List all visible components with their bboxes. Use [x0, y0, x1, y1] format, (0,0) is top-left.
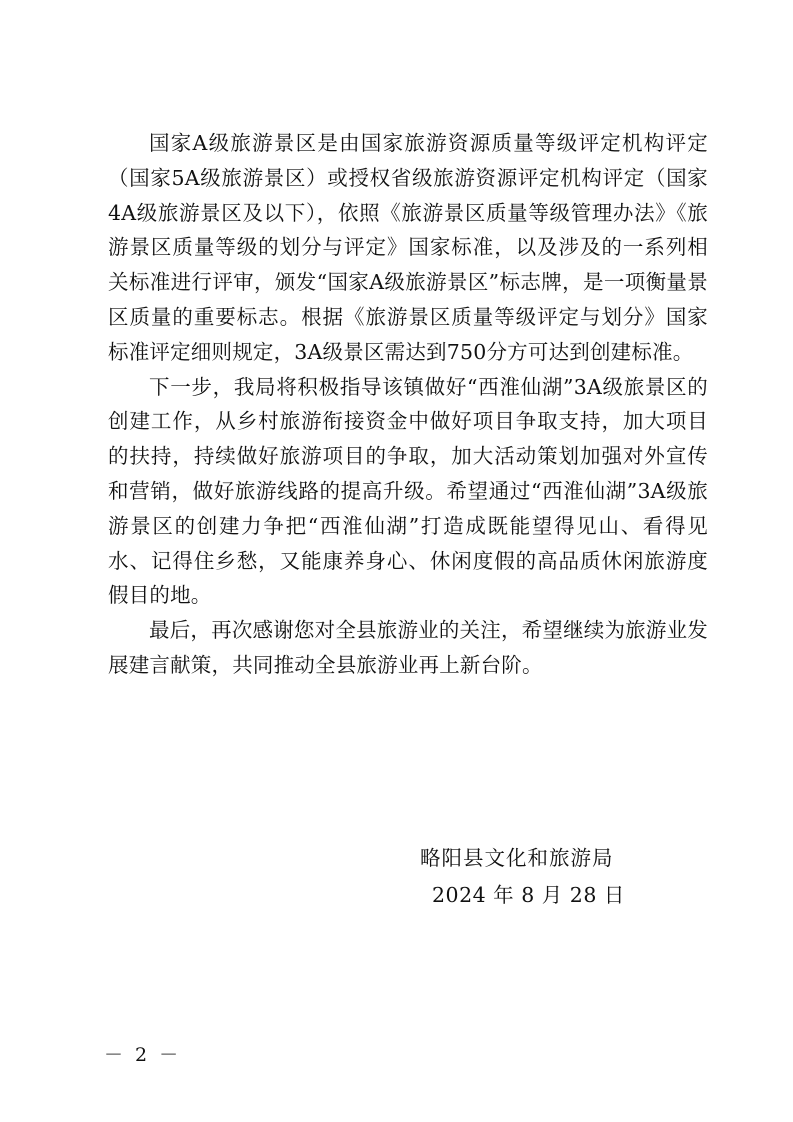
paragraph-next-steps: 下一步，我局将积极指导该镇做好“西淮仙湖”3A级旅景区的创建工作，从乡村旅游衔接资金中做好项目争取支持，加大项目的扶持，持续做好旅游项目的争取，加大活动策划加强对外宣传和营销，做好旅游线路的提高升级。希望通过“西淮仙湖”3A级旅游景区的创建力争把“西淮仙湖”打造成既能望得见山、看得见水、记得住乡愁，又能康养身心、休闲度假的高品质休闲旅游度假目的地。: [108, 374, 708, 608]
page-number: － 2 －: [104, 1044, 182, 1066]
signature-organization: 略阳县文化和旅游局: [420, 846, 614, 870]
paragraph-a-level-definition: 国家A级旅游景区是由国家旅游资源质量等级评定机构评定（国家5A级旅游景区）或授权省级旅游资源评定机构评定（国家4A级旅游景区及以下），依照《旅游景区质量等级管理办法》《旅游景区质量等级的划分与评定》国家标准，以及涉及的一系列相关标准进行评审，颁发“国家A级旅游景区”标志牌，是一项衡量景区质量的重要标志。根据《旅游景区质量等级评定与划分》国家标准评定细则规定，3A级景区需达到750分方可达到创建标准。: [108, 131, 708, 364]
letter-body: [108, 126, 708, 683]
signature-block: [420, 840, 660, 914]
paragraph-closing-thanks: 最后，再次感谢您对全县旅游业的关注，希望继续为旅游业发展建言献策，共同推动全县旅游业再上新台阶。: [108, 618, 708, 677]
signature-date: 2024 年 8 月 28 日: [432, 883, 625, 907]
